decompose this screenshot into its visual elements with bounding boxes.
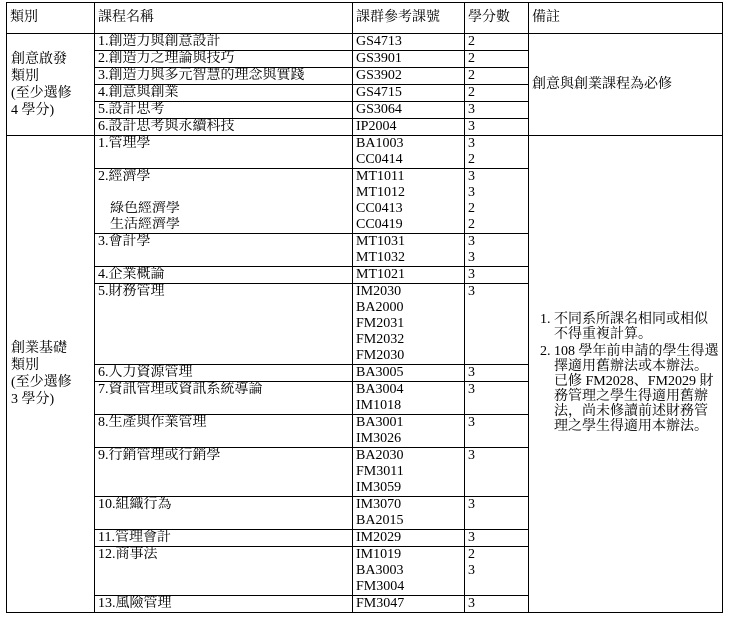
course-name: 10.組織行為 [98,497,172,512]
header-credits: 學分數 [465,3,529,34]
course-code: GS3064 [356,102,402,117]
course-code: GS3901 [356,51,402,66]
credit-cell [465,497,529,530]
course-code-cell [353,415,465,448]
credit-cell [465,284,529,365]
category-label: 3 學分) [11,392,55,407]
course-name: 12.商事法 [98,547,158,562]
credit-cell [465,267,529,284]
course-code: FM2032 [356,332,405,347]
course-name-cell [95,284,353,365]
credit-value: 3 [468,415,475,430]
note-item: 2. 108 學年前申請的學生得選擇適用舊辦法或本辦法。已修 FM2028、FM2029 財務管理之學生得適用舊辦法，尚未修讀前述財務管理之學生得適用本辦法。 [554,344,719,434]
course-name [98,464,349,480]
credit-value: 2 [468,51,475,66]
credit-value [468,398,525,414]
course-code-cell [353,34,465,51]
course-code: IM2030 [356,284,402,299]
course-code-cell [353,234,465,267]
header-notes: 備註 [529,3,723,34]
course-name-cell [95,68,353,85]
course-name: 4.創意與創業 [98,85,179,100]
course-name: 3.會計學 [98,234,151,249]
course-name [98,316,349,332]
credit-cell [465,136,529,169]
course-code: BA3005 [356,365,404,380]
course-name: 1.管理學 [98,136,151,151]
course-code-cell [353,382,465,415]
course-code: FM3011 [356,464,404,479]
course-name-cell [95,448,353,497]
course-name-cell [95,547,353,596]
course-name: 5.設計思考 [98,102,165,117]
credit-cell [465,547,529,596]
course-name [98,152,349,168]
credit-value: 3 [468,169,475,184]
credit-cell [465,68,529,85]
course-code: FM2031 [356,316,405,331]
course-table [6,2,723,613]
credit-cell [465,169,529,234]
credit-value: 2 [468,217,475,232]
course-code-cell [353,51,465,68]
course-code-cell [353,169,465,234]
credit-value [468,513,525,529]
course-code-cell [353,284,465,365]
course-name [98,348,349,364]
course-name-cell [95,497,353,530]
category-cell [7,34,95,136]
course-name [98,480,349,496]
course-name: 11.管理會計 [98,530,171,545]
course-name-cell [95,169,353,234]
category-label: 類別 [11,68,39,84]
course-name [98,250,349,266]
course-code-cell [353,136,465,169]
course-name: 生活經濟學 [110,217,180,232]
credit-value: 3 [468,119,475,134]
course-code: FM2030 [356,348,405,363]
notes-list [532,312,719,434]
credit-value: 3 [468,563,475,578]
course-code: IM3026 [356,431,402,446]
course-name [98,579,349,595]
course-code: MT1032 [356,250,405,265]
course-name [98,332,349,348]
credit-value [468,480,525,496]
course-code-cell [353,267,465,284]
credit-value: 3 [468,382,475,397]
note-cell [529,136,723,613]
course-code: CC0413 [356,201,403,216]
category-label: 創業基礎 [11,341,67,356]
course-code: GS4715 [356,85,402,100]
credit-cell [465,51,529,68]
credit-value: 3 [468,596,475,611]
category-label: 創意啟發 [11,51,67,67]
credit-value: 3 [468,497,475,512]
course-code-cell [353,547,465,596]
course-code-cell [353,530,465,547]
credit-value [468,300,525,316]
course-name-cell [95,530,353,547]
credit-value: 2 [468,85,475,100]
credit-value [468,332,525,348]
course-name: 6.人力資源管理 [98,365,193,380]
credit-value: 3 [468,365,475,380]
course-code: IM3059 [356,480,402,495]
course-name-cell [95,267,353,284]
credit-value: 2 [468,68,475,83]
category-label: 4 學分) [11,102,55,118]
credit-value: 3 [468,234,475,249]
course-code: BA1003 [356,136,404,151]
course-name: 4.企業概論 [98,267,165,282]
credit-cell [465,102,529,119]
course-code-cell [353,365,465,382]
course-code: MT1012 [356,185,405,200]
credit-value [468,431,525,447]
credit-cell [465,234,529,267]
course-code-cell [353,448,465,497]
course-code: MT1011 [356,169,405,184]
category-label: (至少選修 [11,375,72,390]
course-code-cell [353,85,465,102]
course-code: MT1031 [356,234,405,249]
course-name [98,513,349,529]
category-cell [7,136,95,613]
credit-value [468,464,525,480]
category-label: 類別 [11,358,39,373]
credit-cell [465,448,529,497]
credit-cell [465,119,529,136]
course-name: 7.資訊管理或資訊系統導論 [98,382,263,397]
course-name-cell [95,119,353,136]
table-row [7,34,723,51]
credit-cell [465,530,529,547]
course-name: 1.創造力與創意設計 [98,34,221,49]
course-code-cell [353,497,465,530]
course-code: GS4713 [356,34,402,49]
credit-value [468,316,525,332]
credit-value [468,348,525,364]
course-name: 3.創造力與多元智慧的理念與實踐 [98,68,305,83]
course-code-cell [353,102,465,119]
course-code: IP2004 [356,119,397,134]
course-name-cell [95,596,353,613]
course-code: FM3004 [356,579,405,594]
credit-value: 3 [468,250,475,265]
header-course-name: 課程名稱 [95,3,353,34]
header-category: 類別 [7,3,95,34]
course-code: IM2029 [356,530,402,545]
credit-cell [465,415,529,448]
course-code: BA2030 [356,448,404,463]
course-code: BA2000 [356,300,404,315]
course-code: BA3004 [356,382,404,397]
course-name [98,398,349,414]
credit-cell [465,34,529,51]
course-code-cell [353,68,465,85]
course-code: BA3001 [356,415,404,430]
course-name: 5.財務管理 [98,284,165,299]
credit-value: 3 [468,284,475,299]
category-label: (至少選修 [11,85,72,101]
course-name-cell [95,102,353,119]
course-name [98,431,349,447]
course-code: CC0419 [356,217,403,232]
credit-cell [465,382,529,415]
course-code-cell [353,119,465,136]
course-name [98,563,349,579]
course-code: IM1018 [356,398,402,413]
course-name-cell [95,365,353,382]
credit-value: 3 [468,530,475,545]
course-name-cell [95,51,353,68]
credit-cell [465,85,529,102]
credit-cell [465,365,529,382]
course-name: 6.設計思考與永續科技 [98,119,235,134]
header-course-code: 課群參考課號 [353,3,465,34]
credit-value: 3 [468,136,475,151]
course-code: IM3070 [356,497,402,512]
course-name: 8.生產與作業管理 [98,415,207,430]
course-name-cell [95,415,353,448]
course-name: 9.行銷管理或行銷學 [98,448,221,463]
course-name: 13.風險管理 [98,596,172,611]
course-code: MT1021 [356,267,405,282]
course-name-cell [95,136,353,169]
credit-value: 3 [468,448,475,463]
credit-value: 2 [468,34,475,49]
course-name [98,185,349,201]
credit-value: 2 [468,201,475,216]
course-code: CC0414 [356,152,403,167]
course-name-cell [95,34,353,51]
course-code-cell [353,596,465,613]
note-cell: 創意與創業課程為必修 [529,34,723,136]
credit-value [468,579,525,595]
course-name-cell [95,234,353,267]
course-name: 綠色經濟學 [110,201,180,216]
course-name: 2.經濟學 [98,169,151,184]
course-code: GS3902 [356,68,402,83]
credit-value: 3 [468,185,475,200]
course-code: BA2015 [356,513,404,528]
course-name: 2.創造力之理論與技巧 [98,51,235,66]
course-name-cell [95,382,353,415]
table-row [7,136,723,169]
credit-cell [465,596,529,613]
credit-value: 2 [468,547,475,562]
course-name-cell [95,85,353,102]
note-item: 1. 不同系所課名相同或相似不得重複計算。 [554,312,719,342]
credit-value: 3 [468,102,475,117]
credit-value: 3 [468,267,475,282]
header-row [7,3,723,34]
course-name [98,300,349,316]
course-code: BA3003 [356,563,404,578]
course-code: FM3047 [356,596,405,611]
course-code: IM1019 [356,547,402,562]
credit-value: 2 [468,152,475,167]
